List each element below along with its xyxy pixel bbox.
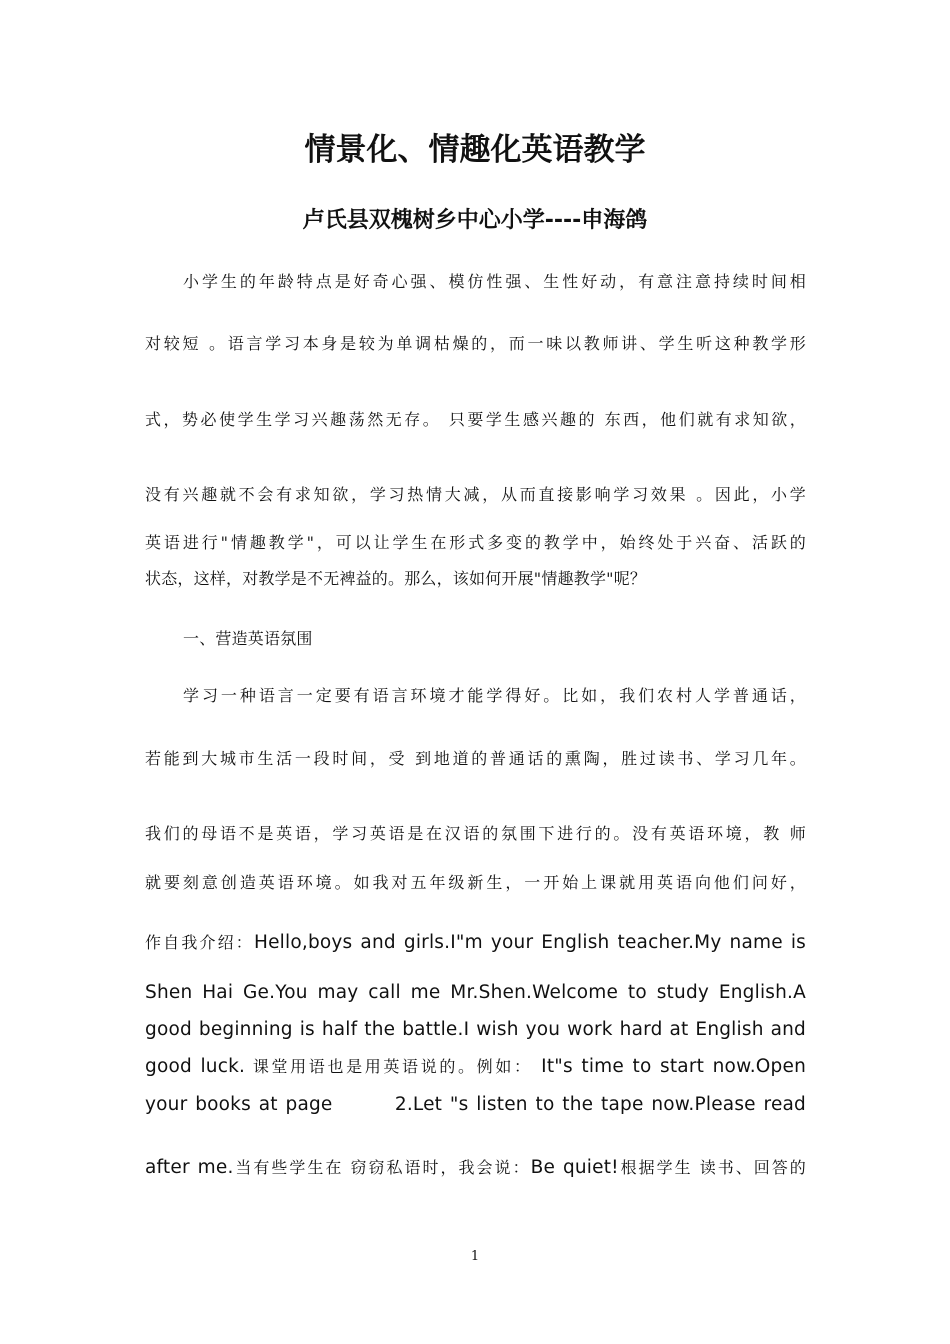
paragraph-line: [145, 1055, 806, 1079]
paragraph-line: 对较短 。语言学习本身是较为单调枯燥的，而一味以教师讲、学生听这种教学形: [145, 334, 806, 353]
text-run: 作自我介绍：: [145, 933, 254, 952]
paragraph-line: 状态，这样，对教学是不无裨益的。那么，该如何开展"情趣教学"呢？: [145, 569, 647, 588]
document-title: 情景化、情趣化英语教学: [304, 132, 646, 168]
text-run: Hello,boys and girls.I"m your English teacher.My name is: [253, 932, 806, 953]
paragraph-line: 英语进行"情趣教学"，可以让学生在形式多变的教学中，始终处于兴奋、活跃的: [145, 533, 806, 552]
paragraph-line: good beginning is half the battle.I wish you work hard at English and: [145, 1019, 806, 1040]
paragraph-line: 就要刻意创造英语环境。如我对五年级新生，一开始上课就用英语向他们问好，: [145, 873, 806, 892]
paragraph-line: your books at page 2.Let "s listen to the tape now.Please read: [145, 1094, 806, 1115]
text-run: It"s time to start now.Open: [532, 1056, 806, 1077]
paragraph-line: 式，势必使学生学习兴趣荡然无存。 只要学生感兴趣的 东西，他们就有求知欲，: [145, 410, 806, 429]
text-run: 根据学生 读书、回答的: [618, 1158, 806, 1177]
text-run: 课堂用语也是用英语说的。例如：: [245, 1057, 533, 1076]
text-run: good luck.: [145, 1056, 246, 1077]
paragraph-line: 我们的母语不是英语，学习英语是在汉语的氛围下进行的。没有英语环境，教 师: [145, 824, 806, 843]
paragraph-line: [145, 931, 806, 955]
section-heading: 一、营造英语氛围: [183, 629, 313, 648]
paragraph-line: 若能到大城市生活一段时间，受 到地道的普通话的熏陶，胜过读书、学习几年。: [145, 749, 806, 768]
text-run: 当有些学生在 窃窃私语时，我会说：: [233, 1158, 531, 1177]
paragraph-line: [145, 1156, 806, 1180]
page-number: 1: [470, 1249, 480, 1264]
paragraph-line: 没有兴趣就不会有求知欲，学习热情大减，从而直接影响学习效果 。因此，小学: [145, 485, 806, 504]
text-run: Be quiet!: [530, 1157, 619, 1178]
document-subtitle: 卢氏县双槐树乡中心小学----申海鸽: [302, 208, 648, 233]
paragraph-line: Shen Hai Ge.You may call me Mr.Shen.Welcome to study English.A: [145, 982, 806, 1003]
text-run: after me.: [145, 1157, 234, 1178]
paragraph-line: 小学生的年龄特点是好奇心强、模仿性强、生性好动，有意注意持续时间相: [183, 272, 806, 291]
paragraph-line: 学习一种语言一定要有语言环境才能学得好。比如，我们农村人学普通话，: [183, 686, 806, 705]
